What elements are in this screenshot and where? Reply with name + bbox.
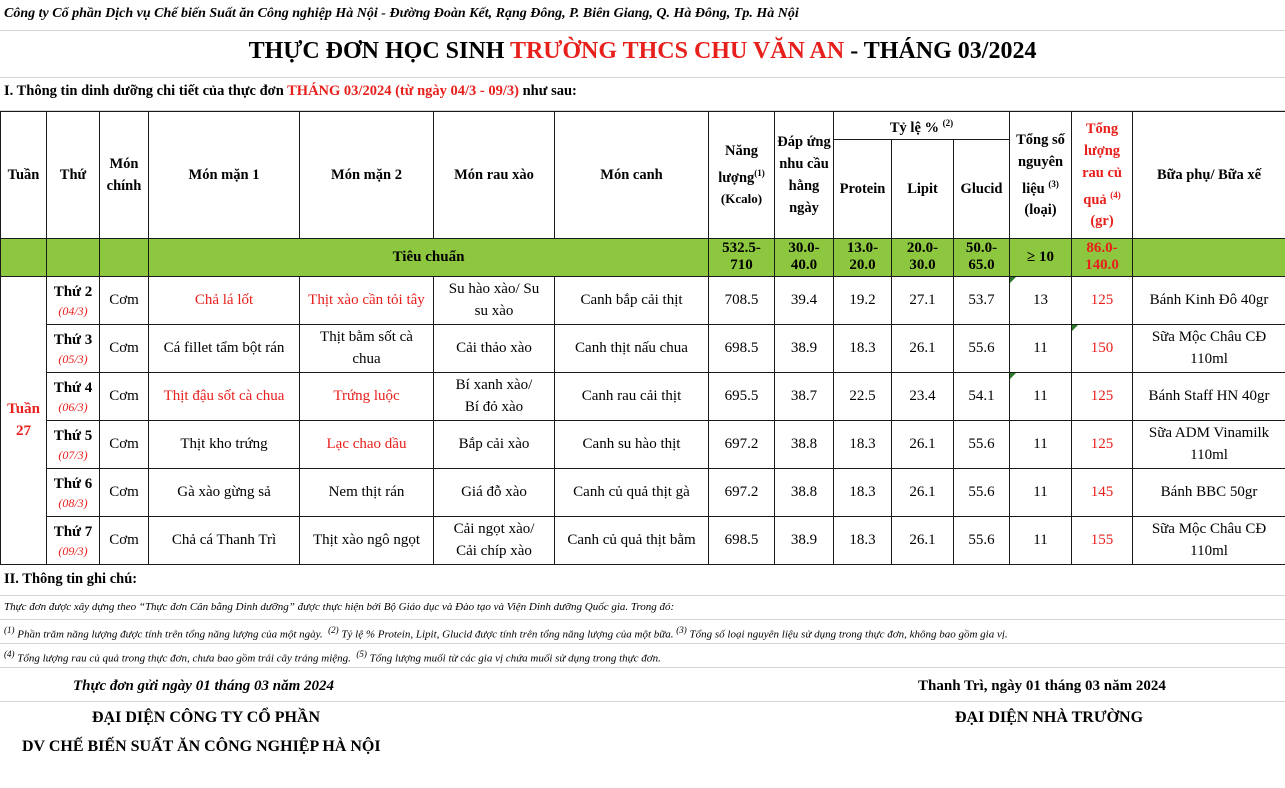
day-cell [47,276,100,324]
veg-total-cell: 145 [1072,468,1133,516]
day-date: (06/3) [58,400,88,415]
savory1-cell: Thịt đậu sốt cà chua [149,372,300,420]
company-line: Công ty Cổ phần Dịch vụ Chế biến Suất ăn Công nghiệp Hà Nội - Đường Đoàn Kết, Rạng Đông, P. Biên Giang, Q. Hà Đông, Tp. Hà Nội [0,0,1285,31]
ingredients-cell: 11 [1010,324,1072,372]
day-date: (08/3) [58,496,88,511]
meet-need-cell: 39.4 [775,276,834,324]
place-date: Thanh Trì, ngày 01 tháng 03 năm 2024 [918,678,1166,694]
snack-cell: Bánh BBC 50gr [1133,468,1285,516]
section1-prefix: I. Thông tin dinh dưỡng chi tiết của thực đơn [4,83,288,99]
std-empty [47,238,100,276]
lipid-cell: 27.1 [892,276,954,324]
meet-need-cell: 38.7 [775,372,834,420]
ingredients-cell: 11 [1010,420,1072,468]
veg-total-cell: 155 [1072,516,1133,564]
glucid-cell: 53.7 [954,276,1010,324]
glucid-cell: 55.6 [954,420,1010,468]
menu-table [0,111,1285,565]
header-snack: Bữa phụ/ Bữa xế [1133,112,1285,239]
stir-veg-cell: Cải ngọt xào/ Cải chíp xào [434,516,555,564]
savory2-cell: Thịt bằm sốt cà chua [300,324,434,372]
lipid-cell: 26.1 [892,324,954,372]
header-veg-total-unit: (gr) [1090,213,1114,230]
note2-sup: (2) [328,625,339,635]
savory1-cell: Cá fillet tẩm bột rán [149,324,300,372]
savory2-cell: Lạc chao dầu [300,420,434,468]
day-name: Thứ 3 [53,332,93,349]
lipid-cell: 26.1 [892,516,954,564]
main-dish-cell: Cơm [100,276,149,324]
sent-date: Thực đơn gửi ngày 01 tháng 03 năm 2024 [73,678,335,694]
company-rep-line1: ĐẠI DIỆN CÔNG TY CỔ PHẦN [92,709,321,726]
dates-row [0,672,1285,702]
savory2-cell: Thịt xào ngô ngọt [300,516,434,564]
veg-total-cell: 150 [1072,324,1133,372]
protein-cell: 18.3 [834,420,892,468]
energy-cell: 697.2 [709,468,775,516]
header-savory1: Món mặn 1 [149,112,300,239]
day-name: Thứ 4 [53,380,93,397]
notes-line-1 [0,620,1285,644]
standard-row [1,238,1285,276]
ingredients-cell: 11 [1010,516,1072,564]
note1-text: Phần trăm năng lượng được tính trên tổng năng lượng của một ngày. [14,628,323,641]
section1-period: THÁNG 03/2024 (từ ngày 04/3 - 09/3) [287,83,519,99]
day-cell [47,516,100,564]
soup-cell: Canh su hào thịt [555,420,709,468]
note4-text: Tổng lượng rau củ quả trong thực đơn, chưa bao gồm trái cây tráng miệng. [14,652,351,665]
protein-cell: 22.5 [834,372,892,420]
header-meet-need: Đáp ứng nhu cầu hằng ngày [775,112,834,239]
snack-cell: Sữa Mộc Châu CĐ 110ml [1133,516,1285,564]
main-dish-cell: Cơm [100,372,149,420]
header-ratio [834,112,1010,140]
header-week: Tuần [1,112,47,239]
protein-cell: 18.3 [834,468,892,516]
notes-line-2 [0,644,1285,668]
header-ingredients [1010,112,1072,239]
main-dish-cell: Cơm [100,420,149,468]
stir-veg-cell: Giá đỗ xào [434,468,555,516]
day-cell [47,324,100,372]
header-lipid: Lipit [892,139,954,238]
header-energy [709,112,775,239]
soup-cell: Canh thịt nấu chua [555,324,709,372]
note5-sup: (5) [356,649,367,659]
meet-need-cell: 38.8 [775,420,834,468]
day-cell [47,372,100,420]
header-day: Thứ [47,112,100,239]
company-rep-line2: DV CHẾ BIẾN SUẤT ĂN CÔNG NGHIỆP HÀ NỘI [22,738,381,755]
snack-cell: Bánh Staff HN 40gr [1133,372,1285,420]
day-name: Thứ 7 [53,524,93,541]
table-row [1,324,1285,372]
day-date: (05/3) [58,352,88,367]
section1-heading [0,78,1285,111]
header-veg-total [1072,112,1133,239]
header-glucid: Glucid [954,139,1010,238]
glucid-cell: 55.6 [954,516,1010,564]
header-ingredients-unit: (loại) [1024,202,1057,219]
header-ingredients-label: Tổng số nguyên liệu [1016,131,1065,197]
energy-cell: 698.5 [709,324,775,372]
school-rep: ĐẠI DIỆN NHÀ TRƯỜNG [955,709,1144,726]
title-prefix: THỰC ĐƠN HỌC SINH [248,38,510,64]
stir-veg-cell: Su hào xào/ Su su xào [434,276,555,324]
std-energy: 532.5-710 [709,238,775,276]
note3-sup: (3) [676,625,687,635]
savory1-cell: Gà xào gừng sả [149,468,300,516]
glucid-cell: 54.1 [954,372,1010,420]
header-savory2: Món mặn 2 [300,112,434,239]
stir-veg-cell: Bí xanh xào/ Bí đỏ xào [434,372,555,420]
veg-total-cell: 125 [1072,276,1133,324]
ingredients-cell: 11 [1010,468,1072,516]
soup-cell: Canh rau cải thịt [555,372,709,420]
soup-cell: Canh bắp cải thịt [555,276,709,324]
day-date: (07/3) [58,448,88,463]
section1-suffix: như sau: [518,83,577,99]
header-protein: Protein [834,139,892,238]
note3-text: Tổng số loại nguyên liệu sử dụng trong thực đơn, không bao gồm gia vị. [686,628,1008,641]
energy-cell: 695.5 [709,372,775,420]
day-name: Thứ 5 [53,428,93,445]
glucid-cell: 55.6 [954,324,1010,372]
lipid-cell: 23.4 [892,372,954,420]
table-row [1,516,1285,564]
std-empty [1,238,47,276]
meet-need-cell: 38.9 [775,516,834,564]
main-dish-cell: Cơm [100,516,149,564]
veg-total-cell: 125 [1072,372,1133,420]
main-dish-cell: Cơm [100,324,149,372]
savory1-cell: Chả lá lốt [149,276,300,324]
std-ingredients: ≥ 10 [1010,238,1072,276]
notes-intro: Thực đơn được xây dựng theo “Thực đơn Cân bằng Dinh dưỡng” được thực hiện bởi Bộ Giáo dục và Đào tạo và Viện Dinh dưỡng Quốc gia. Trong đó: [0,596,1285,620]
snack-cell: Bánh Kinh Đô 40gr [1133,276,1285,324]
signature-block [0,702,1285,788]
header-soup: Món canh [555,112,709,239]
day-date: (09/3) [58,544,88,559]
header-energy-sup: (1) [754,167,765,178]
header-main-dish: Món chính [100,112,149,239]
title-school: TRƯỜNG THCS CHU VĂN AN [509,38,845,64]
day-cell [47,420,100,468]
header-ratio-sup: (2) [942,118,954,128]
meet-need-cell: 38.9 [775,324,834,372]
title-suffix: - THÁNG 03/2024 [844,38,1037,64]
protein-cell: 18.3 [834,516,892,564]
header-ingredients-sup: (3) [1048,178,1059,189]
soup-cell: Canh củ quả thịt bằm [555,516,709,564]
std-meet-need: 30.0-40.0 [775,238,834,276]
std-empty [1133,238,1285,276]
table-row [1,420,1285,468]
table-row [1,372,1285,420]
std-label: Tiêu chuẩn [149,238,709,276]
savory1-cell: Thịt kho trứng [149,420,300,468]
energy-cell: 697.2 [709,420,775,468]
soup-cell: Canh củ quả thịt gà [555,468,709,516]
table-row [1,468,1285,516]
header-veg-total-sup: (4) [1110,189,1121,200]
day-name: Thứ 2 [53,284,93,301]
savory2-cell: Trứng luộc [300,372,434,420]
note1-sup: (1) [4,625,15,635]
savory2-cell: Thịt xào cần tỏi tây [300,276,434,324]
header-stir-veg: Món rau xào [434,112,555,239]
lipid-cell: 26.1 [892,468,954,516]
energy-cell: 698.5 [709,516,775,564]
savory1-cell: Chả cá Thanh Trì [149,516,300,564]
std-lipid: 20.0-30.0 [892,238,954,276]
ingredients-cell: 11 [1010,372,1072,420]
ingredients-cell: 13 [1010,276,1072,324]
header-energy-label: Năng lượng [718,142,759,186]
savory2-cell: Nem thịt rán [300,468,434,516]
lipid-cell: 26.1 [892,420,954,468]
stir-veg-cell: Bắp cải xào [434,420,555,468]
table-row [1,276,1285,324]
energy-cell: 708.5 [709,276,775,324]
std-protein: 13.0-20.0 [834,238,892,276]
protein-cell: 19.2 [834,276,892,324]
snack-cell: Sữa ADM Vinamilk 110ml [1133,420,1285,468]
snack-cell: Sữa Mộc Châu CĐ 110ml [1133,324,1285,372]
protein-cell: 18.3 [834,324,892,372]
glucid-cell: 55.6 [954,468,1010,516]
std-glucid: 50.0-65.0 [954,238,1010,276]
std-empty [100,238,149,276]
day-cell [47,468,100,516]
note4-sup: (4) [4,649,15,659]
note2-text: Tỷ lệ % Protein, Lipit, Glucid được tính trên tổng năng lượng của một bữa. [338,628,674,641]
header-energy-unit: (Kcalo) [720,191,763,207]
day-name: Thứ 6 [53,476,93,493]
header-ratio-label: Tỷ lệ % [889,119,940,136]
header-veg-total-label: Tổng lượng rau củ quả [1082,120,1122,208]
main-dish-cell: Cơm [100,468,149,516]
veg-total-cell: 125 [1072,420,1133,468]
week-cell: Tuần 27 [1,276,47,564]
std-veg-total: 86.0-140.0 [1072,238,1133,276]
meet-need-cell: 38.8 [775,468,834,516]
page-title [0,31,1285,78]
stir-veg-cell: Cải thảo xào [434,324,555,372]
section2-heading: II. Thông tin ghi chú: [0,563,1285,596]
day-date: (04/3) [58,304,88,319]
note5-text: Tổng lượng muối từ các gia vị chứa muối sử dụng trong thực đơn. [366,652,661,665]
